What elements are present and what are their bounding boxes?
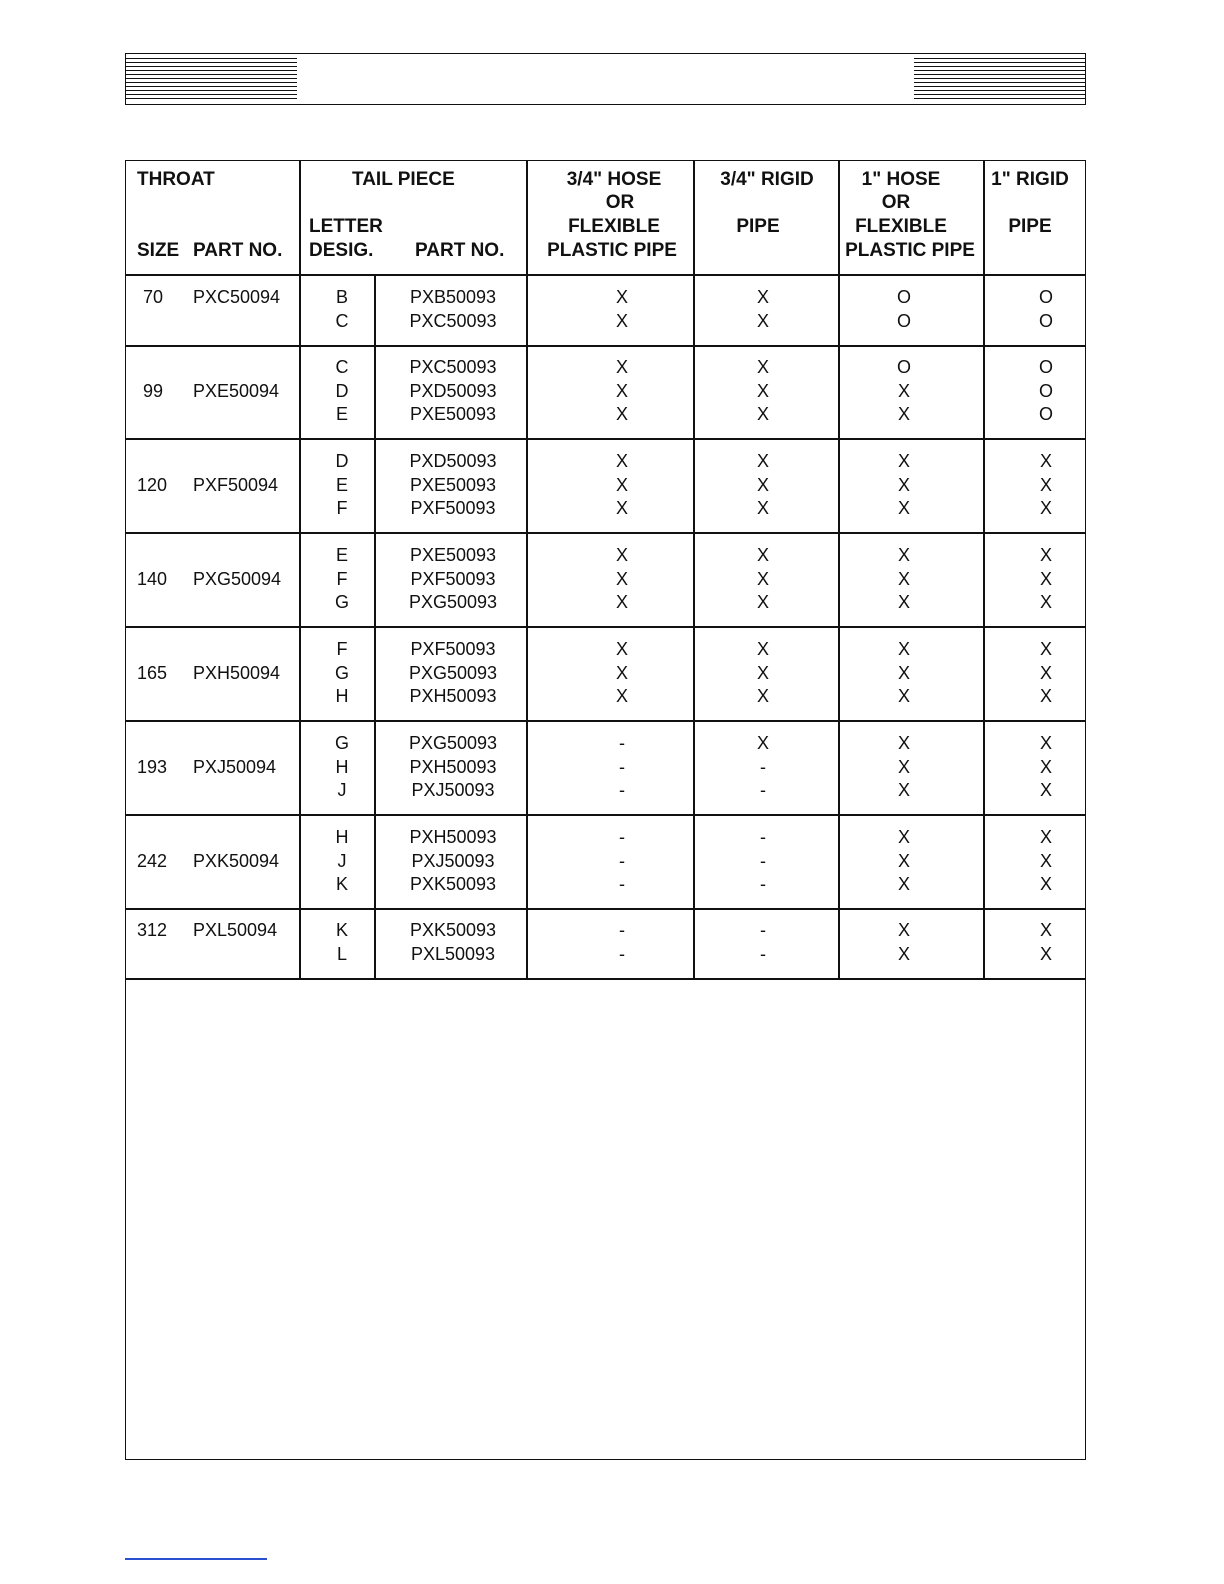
tail-part-number: PXD50093 [409, 380, 497, 401]
tail-part-number: PXF50093 [410, 639, 496, 659]
hose-34-compat: - [619, 943, 625, 964]
header-band [125, 53, 1086, 105]
header-col4-line1: 1" RIGID [991, 169, 1069, 190]
rigid-34-compat: X [756, 733, 770, 753]
hose-1-compat: O [896, 287, 912, 307]
tail-letter-designation: K [335, 920, 349, 940]
hose-1-compat: X [897, 498, 911, 518]
hose-1-compat: X [897, 662, 911, 683]
tail-letter-designation: G [334, 662, 350, 683]
row-rule [125, 438, 1086, 440]
hose-1-compat: X [897, 451, 911, 471]
hose-34-compat: X [615, 545, 629, 565]
throat-size: 140 [137, 568, 168, 589]
header-hatch-right [914, 58, 1085, 102]
header-col1-line4: PLASTIC PIPE [547, 240, 677, 261]
header-desig: DESIG. [309, 240, 374, 261]
rigid-1-compat: O [1038, 310, 1054, 331]
header-throat-size: SIZE [137, 240, 180, 261]
tail-part-number: PXE50093 [409, 545, 497, 565]
throat-part-number: PXC50094 [193, 287, 281, 307]
rigid-34-compat: X [756, 380, 770, 401]
rigid-1-compat: X [1039, 451, 1053, 471]
hose-1-compat: X [897, 827, 911, 847]
header-col3-line1: 1" HOSE [861, 169, 941, 190]
rigid-1-compat: X [1039, 545, 1053, 565]
tail-letter-designation: H [335, 756, 349, 777]
hose-34-compat: - [619, 874, 625, 894]
hose-34-compat: - [619, 780, 625, 800]
tail-letter-designation: D [335, 451, 349, 471]
tail-part-number: PXC50093 [409, 310, 497, 331]
header-bottom-rule [125, 274, 1086, 276]
tail-part-number: PXL50093 [410, 943, 496, 964]
hose-1-compat: X [897, 874, 911, 894]
rigid-1-compat: O [1038, 380, 1054, 401]
throat-size: 193 [137, 756, 168, 777]
rigid-1-compat: X [1039, 827, 1053, 847]
hose-34-compat: X [615, 380, 629, 401]
tail-letter-designation: F [336, 568, 348, 589]
col-divider-c3 [983, 160, 985, 979]
tail-part-number: PXG50093 [408, 733, 498, 753]
hose-34-compat: X [615, 404, 629, 424]
rigid-34-compat: X [756, 404, 770, 424]
hose-1-compat: X [897, 380, 911, 401]
header-tail-part: PART NO. [415, 240, 505, 261]
header-col2-line2: PIPE [736, 216, 780, 237]
hose-34-compat: X [615, 592, 629, 612]
rigid-34-compat: - [760, 827, 766, 847]
rigid-1-compat: X [1039, 943, 1053, 964]
tail-letter-designation: D [335, 380, 349, 401]
rigid-1-compat: X [1039, 662, 1053, 683]
tail-letter-designation: E [335, 545, 349, 565]
rigid-34-compat: X [756, 592, 770, 612]
tail-part-number: PXH50093 [409, 827, 497, 847]
tail-part-number: PXJ50093 [411, 780, 495, 800]
throat-size: 242 [137, 850, 168, 871]
tail-letter-designation: E [335, 404, 349, 424]
rigid-34-compat: X [756, 686, 770, 706]
header-col1-line1: 3/4" HOSE [566, 169, 662, 190]
tail-part-number: PXJ50093 [411, 850, 495, 871]
tail-part-number: PXK50093 [409, 920, 497, 940]
tail-part-number: PXB50093 [409, 287, 497, 307]
header-letter: LETTER [309, 216, 383, 237]
rigid-34-compat: - [760, 943, 766, 964]
hose-34-compat: X [615, 310, 629, 331]
rigid-1-compat: O [1038, 287, 1054, 307]
rigid-1-compat: X [1039, 498, 1053, 518]
hose-34-compat: - [619, 827, 625, 847]
header-col1-line2: OR [605, 192, 635, 213]
hose-34-compat: - [619, 733, 625, 753]
tail-part-number: PXE50093 [409, 474, 497, 495]
rigid-34-compat: X [756, 545, 770, 565]
row-rule [125, 532, 1086, 534]
row-rule [125, 345, 1086, 347]
row-rule [125, 626, 1086, 628]
rigid-34-compat: - [760, 780, 766, 800]
rigid-1-compat: X [1039, 592, 1053, 612]
hose-34-compat: - [619, 920, 625, 940]
tail-letter-designation: E [335, 474, 349, 495]
col-divider-c1 [693, 160, 695, 979]
rigid-34-compat: - [760, 874, 766, 894]
hose-1-compat: X [897, 639, 911, 659]
tail-letter-designation: C [335, 357, 349, 377]
hose-34-compat: X [615, 686, 629, 706]
tail-letter-designation: B [335, 287, 349, 307]
rigid-34-compat: - [760, 756, 766, 777]
tail-part-number: PXF50093 [410, 498, 496, 518]
header-throat: THROAT [137, 169, 215, 190]
rigid-1-compat: X [1039, 686, 1053, 706]
throat-part-number: PXL50094 [193, 920, 278, 940]
rigid-1-compat: O [1038, 357, 1054, 377]
rigid-1-compat: X [1039, 780, 1053, 800]
rigid-34-compat: X [756, 287, 770, 307]
rigid-1-compat: X [1039, 568, 1053, 589]
hose-1-compat: X [897, 568, 911, 589]
hose-1-compat: X [897, 850, 911, 871]
rigid-34-compat: X [756, 357, 770, 377]
rigid-34-compat: X [756, 568, 770, 589]
throat-part-number: PXJ50094 [193, 756, 277, 777]
tail-part-number: PXC50093 [409, 357, 497, 377]
rigid-34-compat: X [756, 662, 770, 683]
hose-34-compat: X [615, 357, 629, 377]
tail-letter-designation: F [336, 498, 348, 518]
hose-34-compat: X [615, 498, 629, 518]
rigid-1-compat: X [1039, 920, 1053, 940]
rigid-1-compat: X [1039, 850, 1053, 871]
hose-1-compat: X [897, 545, 911, 565]
rigid-34-compat: X [756, 474, 770, 495]
header-tail-piece: TAIL PIECE [352, 169, 455, 190]
hose-1-compat: X [897, 756, 911, 777]
hose-34-compat: X [615, 474, 629, 495]
rigid-1-compat: O [1038, 404, 1054, 424]
tail-part-number: PXF50093 [410, 568, 496, 589]
hose-34-compat: X [615, 639, 629, 659]
hose-1-compat: X [897, 474, 911, 495]
hose-34-compat: - [619, 756, 625, 777]
rigid-34-compat: X [756, 498, 770, 518]
hose-1-compat: X [897, 733, 911, 753]
header-col3-line4: PLASTIC PIPE [845, 240, 975, 261]
tail-part-number: PXE50093 [409, 404, 497, 424]
header-col3-line3: FLEXIBLE [855, 216, 947, 237]
col-divider-throat [299, 160, 301, 979]
hose-1-compat: X [897, 943, 911, 964]
hose-1-compat: X [897, 920, 911, 940]
hose-34-compat: X [615, 451, 629, 471]
throat-part-number: PXK50094 [193, 850, 280, 871]
hose-1-compat: X [897, 404, 911, 424]
throat-size: 312 [137, 920, 168, 940]
tail-part-number: PXG50093 [408, 662, 498, 683]
throat-part-number: PXH50094 [193, 662, 281, 683]
throat-part-number: PXF50094 [193, 474, 279, 495]
hose-1-compat: X [897, 592, 911, 612]
hose-1-compat: O [896, 357, 912, 377]
hose-34-compat: X [615, 287, 629, 307]
rigid-1-compat: X [1039, 733, 1053, 753]
tail-letter-designation: G [334, 733, 350, 753]
table-bottom-rule [125, 978, 1086, 980]
header-col3-line2: OR [881, 192, 911, 213]
tail-part-number: PXH50093 [409, 756, 497, 777]
row-rule [125, 814, 1086, 816]
table-frame [125, 160, 1086, 1460]
col-divider-tail [526, 160, 528, 979]
tail-letter-designation: C [335, 310, 349, 331]
tail-letter-designation: H [335, 686, 349, 706]
throat-size: 70 [143, 287, 164, 307]
tail-letter-designation: J [337, 850, 347, 871]
hose-1-compat: X [897, 780, 911, 800]
hose-34-compat: X [615, 662, 629, 683]
header-col1-line3: FLEXIBLE [568, 216, 660, 237]
tail-letter-designation: J [337, 780, 347, 800]
tail-letter-designation: L [336, 943, 348, 964]
tail-letter-designation: H [335, 827, 349, 847]
throat-size: 120 [137, 474, 168, 495]
throat-size: 99 [143, 380, 164, 401]
row-rule [125, 908, 1086, 910]
hose-1-compat: X [897, 686, 911, 706]
rigid-34-compat: - [760, 850, 766, 871]
throat-part-number: PXE50094 [193, 380, 280, 401]
throat-size: 165 [137, 662, 168, 683]
rigid-34-compat: X [756, 639, 770, 659]
hose-34-compat: X [615, 568, 629, 589]
tail-letter-designation: G [334, 592, 350, 612]
tail-part-number: PXG50093 [408, 592, 498, 612]
tail-letter-designation: F [336, 639, 348, 659]
col-divider-c2 [838, 160, 840, 979]
header-col2-line1: 3/4" RIGID [720, 169, 814, 190]
header-col4-line2: PIPE [1008, 216, 1052, 237]
rigid-1-compat: X [1039, 874, 1053, 894]
rigid-1-compat: X [1039, 639, 1053, 659]
rigid-1-compat: X [1039, 756, 1053, 777]
row-rule [125, 720, 1086, 722]
tail-part-number: PXH50093 [409, 686, 497, 706]
throat-part-number: PXG50094 [193, 568, 282, 589]
tail-part-number: PXK50093 [409, 874, 497, 894]
hose-34-compat: - [619, 850, 625, 871]
rigid-34-compat: - [760, 920, 766, 940]
hose-1-compat: O [896, 310, 912, 331]
rigid-34-compat: X [756, 451, 770, 471]
header-hatch-left [126, 58, 297, 102]
rigid-34-compat: X [756, 310, 770, 331]
tail-letter-designation: K [335, 874, 349, 894]
tail-part-number: PXD50093 [409, 451, 497, 471]
header-throat-part: PART NO. [193, 240, 283, 261]
rigid-1-compat: X [1039, 474, 1053, 495]
footer-rule [125, 1558, 267, 1560]
